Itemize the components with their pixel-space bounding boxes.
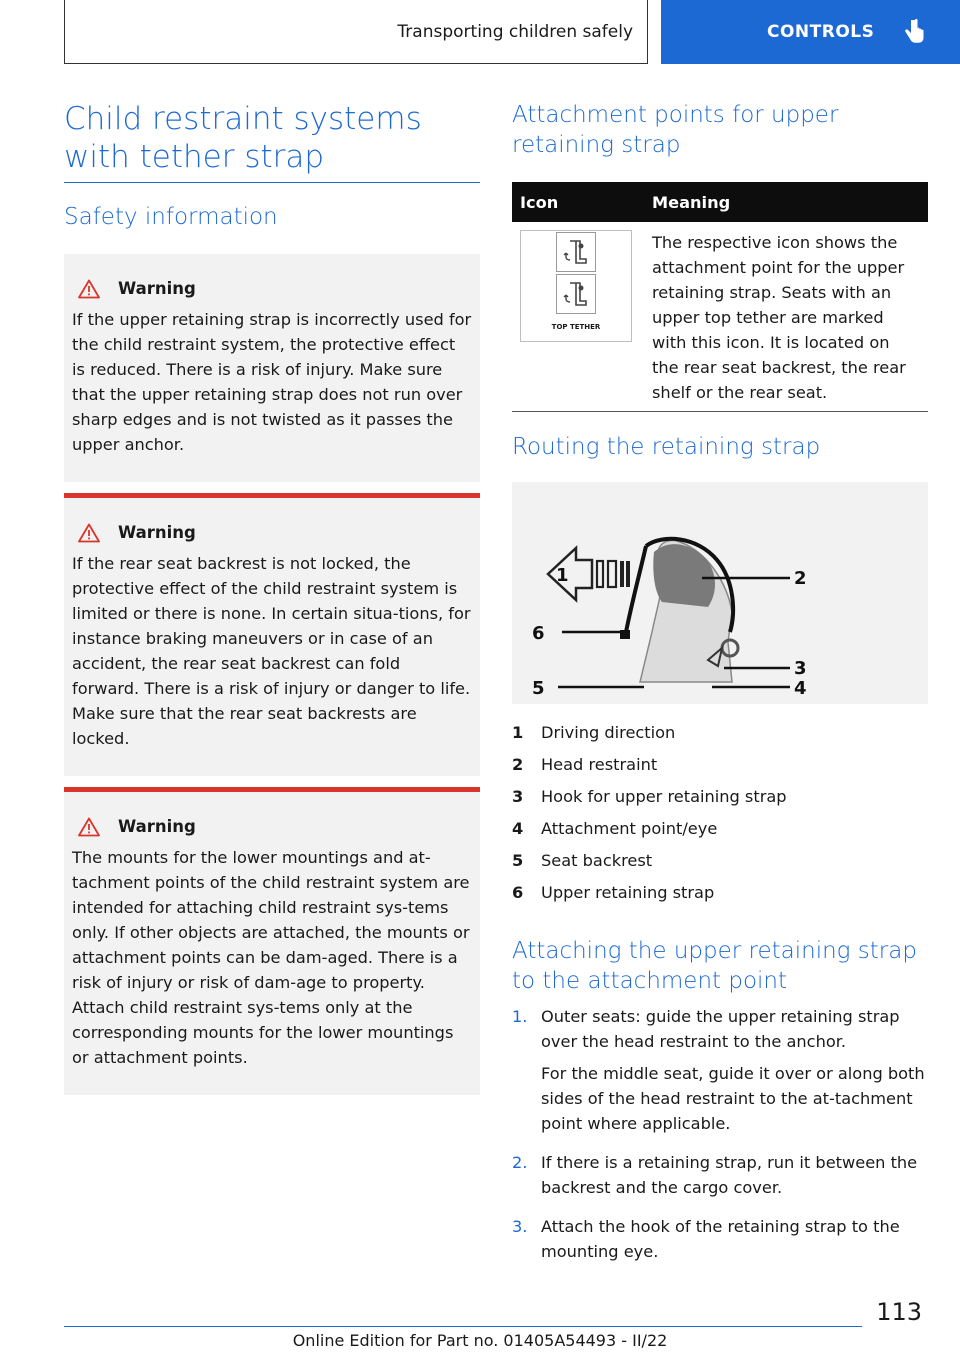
- warning-triangle-icon: [78, 523, 100, 543]
- step-body: [541, 1150, 932, 1207]
- page-title: Child restraint systems with tether strap: [64, 101, 422, 175]
- table-divider: [512, 411, 928, 412]
- legend-number: 5: [512, 850, 524, 870]
- top-tether-caption: TOP TETHER: [551, 322, 601, 331]
- section-title: Transporting children safely: [397, 21, 633, 42]
- step-number: 2.: [512, 1153, 528, 1172]
- routing-illustration: [512, 482, 928, 704]
- legend-number: 6: [512, 882, 524, 902]
- footer-edition: Online Edition for Part no. 01405A54493 - II/22: [292, 1331, 668, 1350]
- routing-heading: Routing the retaining strap: [512, 434, 821, 460]
- pointing-hand-icon: [902, 18, 926, 46]
- attachment-points-heading: Attachment points for upper retaining strap: [512, 102, 839, 158]
- chapter-tab[interactable]: [661, 0, 960, 64]
- list-item: [512, 1004, 932, 1143]
- diagram-label-2: 2: [794, 568, 807, 589]
- step-note: For the middle seat, guide it over or along both sides of the head restraint to the at-tachment point where applicable.: [541, 1064, 925, 1133]
- warning-header: [72, 814, 472, 839]
- warning-box-3: [64, 787, 480, 1095]
- step-text: Attach the hook of the retaining strap to the mounting eye.: [541, 1217, 900, 1261]
- list-item: [512, 812, 787, 844]
- legend-number: 1: [512, 722, 524, 742]
- diagram-legend: [512, 716, 787, 908]
- warning-box-2: [64, 493, 480, 776]
- top-tether-icon: [556, 274, 596, 314]
- step-body: [541, 1004, 932, 1143]
- legend-number: 2: [512, 754, 524, 774]
- warning-text: If the rear seat backrest is not locked, the protective effect of the child restraint system is limited or there is none. In certain situa-tions, for instance braking maneuvers or in case of an accident, the rear seat backrest can fold forward. There is a risk of injury or danger to life. Make sure that the rear seat backrests are locked.: [72, 554, 471, 748]
- legend-text: Attachment point/eye: [541, 818, 718, 838]
- section-header: [64, 0, 648, 64]
- warning-header: [72, 276, 472, 301]
- strap-routing-diagram: [512, 482, 928, 704]
- step-number: 1.: [512, 1007, 528, 1026]
- warning-header: [72, 520, 472, 545]
- list-item: [512, 876, 787, 908]
- legend-text: Upper retaining strap: [541, 882, 715, 902]
- diagram-label-3: 3: [794, 658, 807, 679]
- legend-text: Driving direction: [541, 722, 676, 742]
- icon-cell: [512, 222, 644, 413]
- list-item: [512, 1150, 932, 1207]
- table-row: [512, 222, 928, 413]
- warning-box-1: [64, 254, 480, 482]
- col-header-meaning: Meaning: [644, 182, 928, 222]
- diagram-label-1: 1: [556, 565, 569, 586]
- list-item: [512, 716, 787, 748]
- list-item: [512, 780, 787, 812]
- top-tether-icon-group: [552, 274, 601, 340]
- chapter-label: CONTROLS: [767, 22, 875, 42]
- list-item: [512, 748, 787, 780]
- warning-triangle-icon: [78, 817, 100, 837]
- footer-divider: [64, 1326, 862, 1327]
- step-body: [541, 1214, 932, 1271]
- meaning-cell: The respective icon shows the attachment point for the upper retaining strap. Seats with an upper top tether are marked with this icon. It is located on the rear seat backrest, the rear shelf or the rear seat.: [652, 233, 906, 402]
- safety-info-heading: Safety information: [64, 204, 278, 230]
- step-text: If there is a retaining strap, run it between the backrest and the cargo cover.: [541, 1153, 918, 1197]
- icon-meaning-table: [512, 182, 928, 413]
- warning-text: If the upper retaining strap is incorrectly used for the child restraint system, the protective effect is reduced. There is a risk of injury. Make sure that the upper retaining strap does not run over sharp edges and is not twisted as it passes the upper anchor.: [72, 310, 472, 454]
- legend-text: Seat backrest: [541, 850, 653, 870]
- warning-label: Warning: [118, 523, 196, 542]
- col-header-icon: Icon: [512, 182, 644, 222]
- step-number: 3.: [512, 1217, 528, 1236]
- table-header-row: [512, 182, 928, 222]
- top-tether-icon-box: [520, 230, 632, 342]
- diagram-label-6: 6: [532, 623, 545, 644]
- legend-text: Head restraint: [541, 754, 658, 774]
- attaching-steps: [512, 1004, 932, 1278]
- diagram-label-4: 4: [794, 678, 807, 699]
- warning-triangle-icon: [78, 279, 100, 299]
- legend-number: 4: [512, 818, 524, 838]
- step-text: Outer seats: guide the upper retaining strap over the head restraint to the anchor.: [541, 1007, 900, 1051]
- legend-number: 3: [512, 786, 524, 806]
- warning-label: Warning: [118, 817, 196, 836]
- warning-label: Warning: [118, 279, 196, 298]
- page-number: 113: [876, 1298, 922, 1326]
- legend-text: Hook for upper retaining strap: [541, 786, 787, 806]
- warning-text: The mounts for the lower mountings and at-tachment points of the child restraint system are intended for attaching child restraint sys-tems only. If other objects are attached, the mounts or attachment points can be dam-aged. There is a risk of injury or risk of dam-age to property. Attach child restraint sys-tems only at the corresponding mounts for the lower mountings or attachment points.: [72, 848, 470, 1067]
- list-item: [512, 1214, 932, 1271]
- child-seat-anchor-icon: [556, 232, 596, 272]
- diagram-label-5: 5: [532, 678, 545, 699]
- attaching-heading: Attaching the upper retaining strap to the attachment point: [512, 938, 917, 994]
- list-item: [512, 844, 787, 876]
- title-divider: [64, 182, 480, 183]
